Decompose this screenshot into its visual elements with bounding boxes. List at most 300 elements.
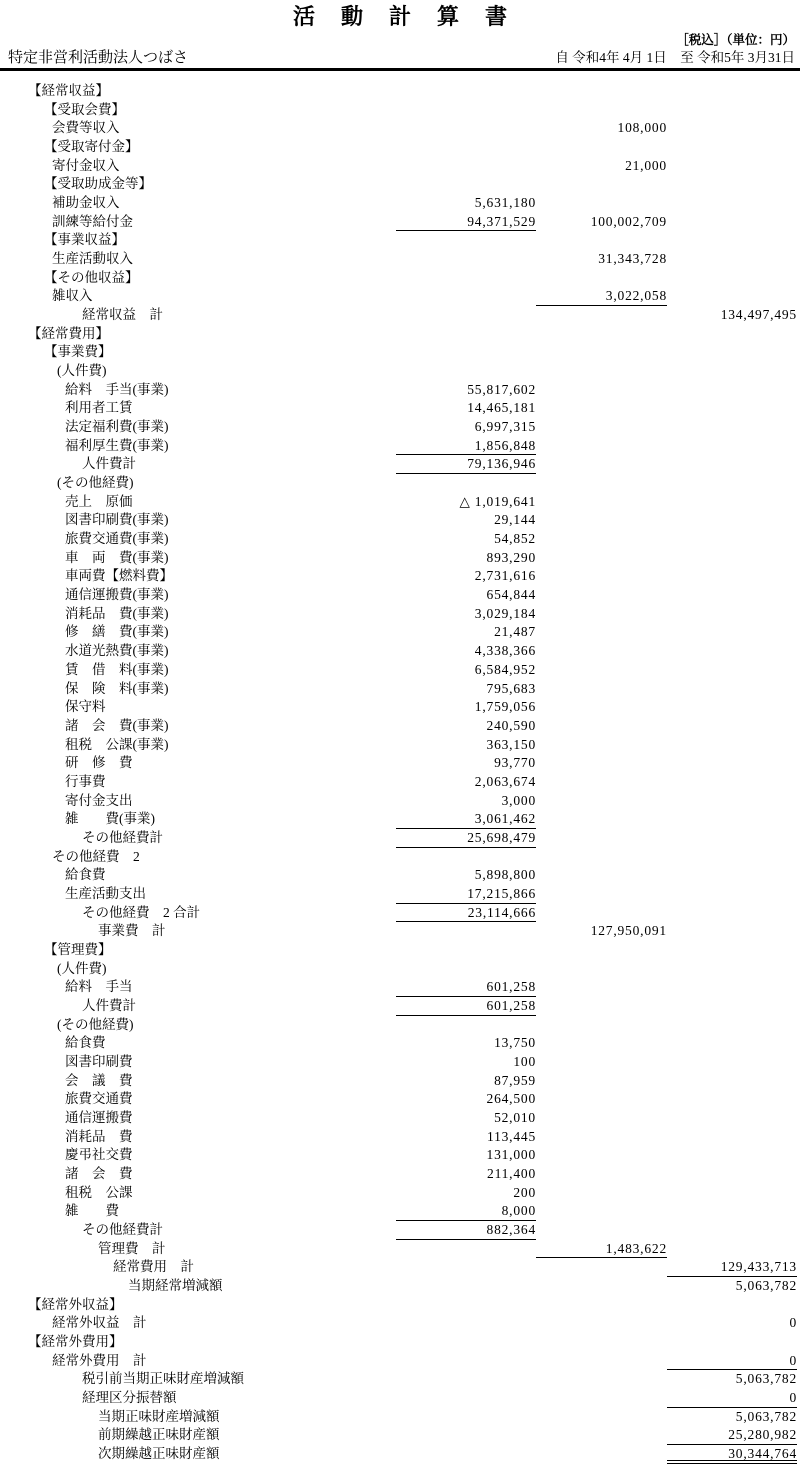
amount-col-3 — [667, 754, 797, 773]
row-label: 旅費交通費(事業) — [65, 531, 169, 547]
amount-col-2 — [536, 343, 667, 362]
row-label: 人件費計 — [82, 456, 136, 472]
amount-col-3 — [667, 455, 797, 474]
statement-row — [0, 661, 800, 680]
row-label: その他経費 2 合計 — [82, 904, 201, 920]
amount-col-1: 29,144 — [494, 512, 536, 528]
report-header — [0, 0, 800, 71]
statement-row — [0, 567, 800, 586]
amount-col-3 — [667, 904, 797, 923]
amount-col-3 — [667, 1072, 797, 1091]
amount-col-1 — [396, 343, 536, 362]
statement-row — [0, 343, 800, 362]
row-label: 雑 費 — [65, 1203, 119, 1219]
amount-col-2: 127,950,091 — [590, 923, 667, 939]
amount-col-1: 240,590 — [486, 717, 536, 733]
amount-col-3 — [667, 269, 797, 288]
amount-col-2 — [536, 567, 667, 586]
statement-row — [0, 381, 800, 400]
statement-row — [0, 717, 800, 736]
row-label: 給料 手当 — [65, 979, 133, 995]
statement-row — [0, 530, 800, 549]
row-label: (人件費) — [57, 960, 107, 976]
amount-col-1 — [396, 119, 536, 138]
statement-row — [0, 157, 800, 176]
row-label: 車両費【燃料費】 — [65, 568, 173, 584]
row-label: 図書印刷費 — [65, 1053, 133, 1069]
statement-row — [0, 885, 800, 904]
amount-col-1 — [396, 1016, 536, 1035]
statement-row — [0, 1314, 800, 1333]
amount-col-3 — [667, 530, 797, 549]
row-label: (人件費) — [57, 363, 107, 379]
row-label: 消耗品 費(事業) — [65, 605, 169, 621]
amount-col-2 — [536, 1333, 667, 1352]
row-label: 会費等収入 — [52, 120, 120, 136]
amount-col-1 — [396, 306, 536, 325]
row-label: 通信運搬費(事業) — [65, 587, 169, 603]
statement-row — [0, 623, 800, 642]
amount-col-2 — [536, 1072, 667, 1091]
row-label: 経常外収益 計 — [52, 1315, 147, 1331]
amount-col-3 — [667, 381, 797, 400]
amount-col-2 — [536, 866, 667, 885]
amount-col-3 — [667, 418, 797, 437]
row-label: 保 険 料(事業) — [65, 680, 169, 696]
row-label: 当期経常増減額 — [128, 1278, 223, 1293]
page-title: 活動計算書 — [292, 4, 533, 29]
amount-col-3 — [667, 792, 797, 811]
amount-col-1: 882,364 — [396, 1221, 536, 1240]
amount-col-3 — [667, 194, 797, 213]
row-label: 諸 会 費 — [65, 1165, 133, 1181]
statement-row — [0, 493, 800, 512]
amount-col-3 — [667, 1034, 797, 1053]
amount-col-3 — [667, 1202, 797, 1221]
statement-row — [0, 1445, 800, 1464]
statement-row — [0, 119, 800, 138]
statement-row — [0, 1408, 800, 1427]
amount-col-3 — [667, 941, 797, 960]
statement-row — [0, 269, 800, 288]
amount-col-1: 601,258 — [396, 997, 536, 1016]
amount-col-1 — [396, 325, 536, 344]
statement-row — [0, 605, 800, 624]
amount-col-1: 2,063,674 — [474, 773, 536, 789]
row-label: 研 修 費 — [65, 755, 133, 771]
row-label: 当期正味財産増減額 — [98, 1408, 220, 1424]
amount-col-3 — [667, 138, 797, 157]
row-label: 【受取助成金等】 — [44, 176, 152, 192]
amount-col-3 — [667, 1333, 797, 1352]
row-label: 慶弔社交費 — [65, 1147, 133, 1163]
amount-col-3 — [667, 157, 797, 176]
statement-row — [0, 1090, 800, 1109]
amount-col-3 — [667, 511, 797, 530]
amount-col-1: 795,683 — [486, 680, 536, 696]
statement-row — [0, 922, 800, 941]
row-label: 福利厚生費(事業) — [65, 437, 169, 453]
row-label: 水道光熱費(事業) — [65, 643, 169, 659]
amount-col-3 — [667, 119, 797, 138]
amount-col-2 — [536, 1053, 667, 1072]
amount-col-2 — [536, 455, 667, 474]
amount-col-1: 87,959 — [494, 1072, 536, 1088]
amount-col-1: 94,371,529 — [396, 213, 536, 232]
row-label: 賃 借 料(事業) — [65, 661, 169, 677]
amount-col-2 — [536, 194, 667, 213]
amount-col-3 — [667, 698, 797, 717]
amount-col-2 — [536, 904, 667, 923]
amount-col-2: 21,000 — [625, 157, 667, 173]
amount-col-2 — [536, 978, 667, 997]
statement-row — [0, 1277, 800, 1296]
statement-row — [0, 1184, 800, 1203]
amount-col-2 — [536, 1165, 667, 1184]
amount-col-2 — [536, 736, 667, 755]
amount-col-2 — [536, 792, 667, 811]
amount-col-3: 0 — [667, 1352, 797, 1371]
row-label: (その他経費) — [57, 475, 134, 491]
amount-col-1 — [396, 922, 536, 941]
amount-col-1 — [396, 157, 536, 176]
amount-col-2 — [536, 1146, 667, 1165]
row-label: 【受取会費】 — [44, 101, 125, 117]
statement-row — [0, 1165, 800, 1184]
amount-col-2 — [536, 549, 667, 568]
amount-col-3 — [667, 829, 797, 848]
amount-col-1 — [396, 138, 536, 157]
row-label: 【経常費用】 — [28, 325, 109, 341]
row-label: 次期繰越正味財産額 — [98, 1446, 220, 1462]
amount-col-3 — [667, 1165, 797, 1184]
amount-col-2 — [536, 269, 667, 288]
amount-col-3 — [667, 287, 797, 306]
row-label: 旅費交通費 — [65, 1091, 133, 1107]
amount-col-2 — [536, 1128, 667, 1147]
row-label: その他経費 2 — [52, 848, 140, 864]
amount-col-1: 4,338,366 — [474, 643, 536, 659]
statement-row — [0, 941, 800, 960]
amount-col-3 — [667, 101, 797, 120]
amount-col-3: 25,280,982 — [667, 1426, 797, 1445]
statement-row — [0, 511, 800, 530]
statement-row — [0, 1389, 800, 1408]
amount-col-3 — [667, 736, 797, 755]
amount-col-1: 52,010 — [494, 1109, 536, 1125]
amount-col-3 — [667, 978, 797, 997]
amount-col-1 — [396, 101, 536, 120]
amount-col-2 — [536, 642, 667, 661]
amount-col-1: 2,731,616 — [474, 568, 536, 584]
amount-col-1: 363,150 — [486, 736, 536, 752]
amount-col-1 — [396, 1240, 536, 1259]
amount-col-1: 3,061,462 — [396, 810, 536, 829]
row-label: 生産活動支出 — [65, 885, 146, 901]
organization-name: 特定非営利活動法人つばさ — [8, 50, 189, 66]
statement-row — [0, 810, 800, 829]
row-label: 雑収入 — [52, 288, 93, 304]
amount-col-3 — [667, 175, 797, 194]
statement-row — [0, 399, 800, 418]
statement-row — [0, 175, 800, 194]
amount-col-2 — [536, 960, 667, 979]
amount-col-2 — [536, 698, 667, 717]
amount-col-1 — [396, 175, 536, 194]
row-label: 租税 公課 — [65, 1184, 133, 1200]
statement-row — [0, 1352, 800, 1371]
statement-row — [0, 362, 800, 381]
amount-col-2 — [536, 1389, 667, 1408]
statement-row — [0, 325, 800, 344]
amount-col-1: 6,997,315 — [474, 419, 536, 435]
amount-col-1 — [396, 1352, 536, 1371]
amount-col-3 — [667, 623, 797, 642]
amount-col-2 — [536, 1109, 667, 1128]
statement-row — [0, 194, 800, 213]
statement-row — [0, 1034, 800, 1053]
row-label: 経常外費用 計 — [52, 1352, 147, 1368]
statement-row — [0, 866, 800, 885]
amount-col-2 — [536, 325, 667, 344]
amount-col-2 — [536, 1352, 667, 1371]
row-label: 税引前当期正味財産増減額 — [82, 1371, 244, 1387]
amount-col-2 — [536, 885, 667, 904]
amount-col-2 — [536, 717, 667, 736]
amount-col-1: 6,584,952 — [474, 661, 536, 677]
amount-col-3 — [667, 1128, 797, 1147]
row-label: 経常費用 計 — [113, 1259, 194, 1275]
statement-row — [0, 455, 800, 474]
statement-row — [0, 1128, 800, 1147]
row-label: その他経費計 — [82, 829, 163, 845]
amount-col-3 — [667, 567, 797, 586]
amount-col-1 — [396, 960, 536, 979]
amount-col-3 — [667, 885, 797, 904]
amount-col-1: 8,000 — [396, 1202, 536, 1221]
amount-col-1: 601,258 — [396, 978, 536, 997]
statement-row — [0, 904, 800, 923]
amount-col-1: 23,114,666 — [396, 904, 536, 923]
amount-col-1 — [396, 474, 536, 493]
statement-row — [0, 978, 800, 997]
row-label: 法定福利費(事業) — [65, 419, 169, 435]
row-label: 雑 費(事業) — [65, 811, 155, 827]
amount-col-1: 893,290 — [486, 549, 536, 565]
amount-col-3: 30,344,764 — [667, 1445, 797, 1464]
fiscal-period: 自 令和4年 4月 1日 至 令和5年 3月31日 — [555, 50, 795, 65]
row-label: (その他経費) — [57, 1016, 134, 1032]
amount-col-3 — [667, 1184, 797, 1203]
amount-col-3 — [667, 605, 797, 624]
statement-row — [0, 1258, 800, 1277]
amount-col-3 — [667, 549, 797, 568]
statement-row — [0, 474, 800, 493]
statement-row — [0, 586, 800, 605]
amount-col-1: 55,817,602 — [467, 381, 536, 397]
amount-col-1: 3,000 — [501, 792, 536, 808]
row-label: 車 両 費(事業) — [65, 549, 169, 565]
amount-col-3 — [667, 848, 797, 867]
amount-col-1 — [396, 1277, 536, 1296]
amount-col-3 — [667, 661, 797, 680]
amount-col-1: 93,770 — [494, 755, 536, 771]
row-label: 給食費 — [65, 1035, 106, 1051]
amount-col-2 — [536, 82, 667, 101]
amount-col-1: 79,136,946 — [396, 455, 536, 474]
amount-col-1 — [396, 1296, 536, 1315]
amount-col-2 — [536, 848, 667, 867]
amount-col-2: 108,000 — [617, 120, 667, 136]
amount-col-3 — [667, 399, 797, 418]
amount-col-2: 1,483,622 — [536, 1240, 667, 1259]
statement-row — [0, 287, 800, 306]
statement-row — [0, 997, 800, 1016]
statement-row — [0, 698, 800, 717]
amount-col-3 — [667, 960, 797, 979]
amount-col-2 — [536, 418, 667, 437]
statement-row — [0, 1109, 800, 1128]
amount-col-3: 5,063,782 — [735, 1408, 797, 1424]
row-label: 【その他収益】 — [44, 269, 139, 285]
amount-col-3 — [667, 1146, 797, 1165]
amount-col-1: 13,750 — [494, 1035, 536, 1051]
row-label: 保守料 — [65, 699, 106, 715]
statement-row — [0, 1296, 800, 1315]
amount-col-3: 5,063,782 — [735, 1278, 797, 1293]
amount-col-1: 5,631,180 — [474, 195, 536, 211]
amount-col-3: 134,497,495 — [720, 307, 797, 323]
amount-col-2: 31,343,728 — [598, 251, 667, 267]
amount-col-3 — [667, 231, 797, 250]
amount-col-2 — [536, 997, 667, 1016]
statement-row — [0, 1053, 800, 1072]
amount-col-1 — [396, 287, 536, 306]
statement-row — [0, 848, 800, 867]
amount-col-1 — [396, 1258, 536, 1277]
amount-col-1 — [396, 250, 536, 269]
amount-col-3 — [667, 717, 797, 736]
amount-col-2 — [536, 773, 667, 792]
amount-col-2 — [536, 530, 667, 549]
row-label: 人件費計 — [82, 997, 136, 1013]
amount-col-1: 131,000 — [486, 1147, 536, 1163]
amount-col-3 — [667, 810, 797, 829]
statement-row — [0, 829, 800, 848]
amount-col-2 — [536, 437, 667, 456]
statement-row — [0, 418, 800, 437]
statement-row — [0, 736, 800, 755]
row-label: 事業費 計 — [98, 923, 166, 939]
row-label: 図書印刷費(事業) — [65, 512, 169, 528]
row-label: 寄付金支出 — [65, 792, 133, 808]
amount-col-3 — [667, 680, 797, 699]
statement-row — [0, 82, 800, 101]
amount-col-1 — [396, 231, 536, 250]
amount-col-1 — [396, 941, 536, 960]
statement-row — [0, 754, 800, 773]
amount-col-2 — [536, 399, 667, 418]
amount-col-2 — [536, 1221, 667, 1240]
amount-col-2 — [536, 1258, 667, 1277]
amount-col-2 — [536, 175, 667, 194]
amount-col-3 — [667, 250, 797, 269]
amount-col-1: 200 — [513, 1184, 536, 1200]
statement-row — [0, 231, 800, 250]
amount-col-1: 3,029,184 — [474, 605, 536, 621]
amount-col-3 — [667, 922, 797, 941]
row-label: 利用者工賃 — [65, 400, 133, 416]
amount-col-2 — [536, 586, 667, 605]
amount-col-2 — [536, 1034, 667, 1053]
statement-row — [0, 680, 800, 699]
row-label: 生産活動収入 — [52, 251, 133, 267]
row-label: 訓練等給付金 — [52, 213, 133, 229]
amount-col-1: 1,759,056 — [474, 699, 536, 715]
amount-col-1 — [396, 82, 536, 101]
amount-col-2 — [536, 511, 667, 530]
row-label: 消耗品 費 — [65, 1128, 133, 1144]
amount-col-2 — [536, 829, 667, 848]
amount-col-2 — [536, 605, 667, 624]
amount-col-2 — [536, 1184, 667, 1203]
statement-row — [0, 642, 800, 661]
amount-col-3 — [667, 586, 797, 605]
statement-row — [0, 306, 800, 325]
statement-row — [0, 960, 800, 979]
amount-col-1 — [396, 1314, 536, 1333]
amount-col-3: 129,433,713 — [667, 1258, 797, 1277]
amount-col-3 — [667, 437, 797, 456]
statement-row — [0, 1072, 800, 1091]
statement-row — [0, 1426, 800, 1445]
statement-row — [0, 792, 800, 811]
statement-row — [0, 1370, 800, 1389]
row-label: 【事業費】 — [44, 344, 112, 360]
row-label: 【事業収益】 — [44, 232, 125, 248]
statement-row — [0, 250, 800, 269]
amount-col-2 — [536, 493, 667, 512]
statement-row — [0, 1202, 800, 1221]
org-period-line — [0, 49, 800, 67]
amount-col-3 — [667, 1053, 797, 1072]
amount-col-3 — [667, 1090, 797, 1109]
amount-col-2 — [536, 941, 667, 960]
amount-col-1 — [396, 1426, 536, 1445]
amount-col-3 — [667, 1240, 797, 1259]
amount-col-1 — [396, 1370, 536, 1389]
row-label: 【管理費】 — [44, 941, 112, 957]
amount-col-1: △ 1,019,641 — [459, 493, 536, 509]
amount-col-1: 21,487 — [494, 624, 536, 640]
header-rule — [0, 68, 800, 71]
amount-col-2: 3,022,058 — [536, 287, 667, 306]
statement-row — [0, 1333, 800, 1352]
amount-col-3 — [667, 1016, 797, 1035]
amount-col-2 — [536, 362, 667, 381]
row-label: 管理費 計 — [98, 1240, 166, 1256]
amount-col-3 — [667, 343, 797, 362]
row-label: 寄付金収入 — [52, 157, 120, 173]
row-label: 【受取寄付金】 — [44, 139, 139, 155]
amount-col-1: 1,856,848 — [396, 437, 536, 456]
amount-col-3: 0 — [667, 1389, 797, 1408]
row-label: 【経常外費用】 — [28, 1334, 123, 1350]
amount-col-2 — [536, 1314, 667, 1333]
statement-row — [0, 549, 800, 568]
statement-row — [0, 213, 800, 232]
amount-col-2 — [536, 306, 667, 325]
